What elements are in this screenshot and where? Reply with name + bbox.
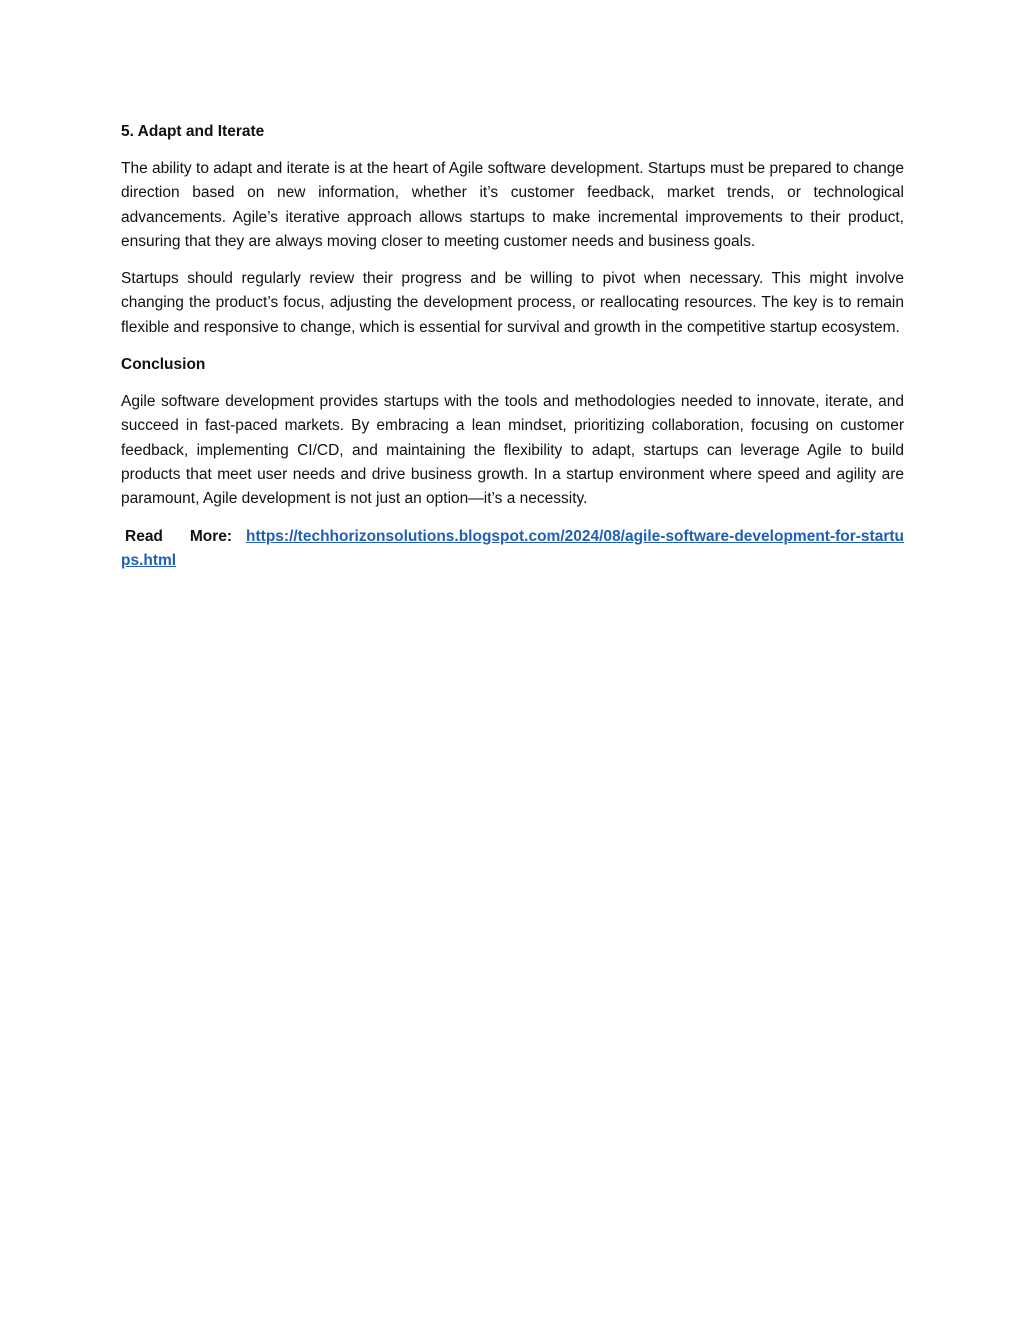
read-more-line xyxy=(121,525,904,574)
conclusion-paragraph: Agile software development provides startups with the tools and methodologies needed to innovate, iterate, and succeed in fast-paced markets. By embracing a lean mindset, prioritizing collaboration, focusing on customer feedback, implementing CI/CD, and maintaining the flexibility to adapt, startups can leverage Agile to build products that meet user needs and drive business growth. In a startup environment where speed and agility are paramount, Agile development is not just an option—it’s a necessity. xyxy=(121,393,904,508)
adapt-paragraph-2: Startups should regularly review their progress and be willing to pivot when necessary. This might involve changing the product’s focus, adjusting the development process, or reallocating resources. The key is to remain flexible and responsive to change, which is essential for survival and growth in the competitive startup ecosystem. xyxy=(121,270,904,336)
read-more-label: Read More: xyxy=(125,527,233,545)
read-more-link[interactable]: https://techhorizonsolutions.blogspot.com/2024/08/agile-software-development-for-startups.html xyxy=(121,527,904,569)
section-heading-adapt: 5. Adapt and Iterate xyxy=(121,123,265,140)
section-heading-conclusion: Conclusion xyxy=(121,356,206,374)
document-page xyxy=(121,120,904,573)
adapt-paragraph-1: The ability to adapt and iterate is at the heart of Agile software development. Startups must be prepared to change direction based on new information, whether it’s customer feedback, market trends, or technological advancements. Agile’s iterative approach allows startups to make incremental improvements to their product, ensuring that they are always moving closer to meeting customer needs and business goals. xyxy=(121,160,904,250)
